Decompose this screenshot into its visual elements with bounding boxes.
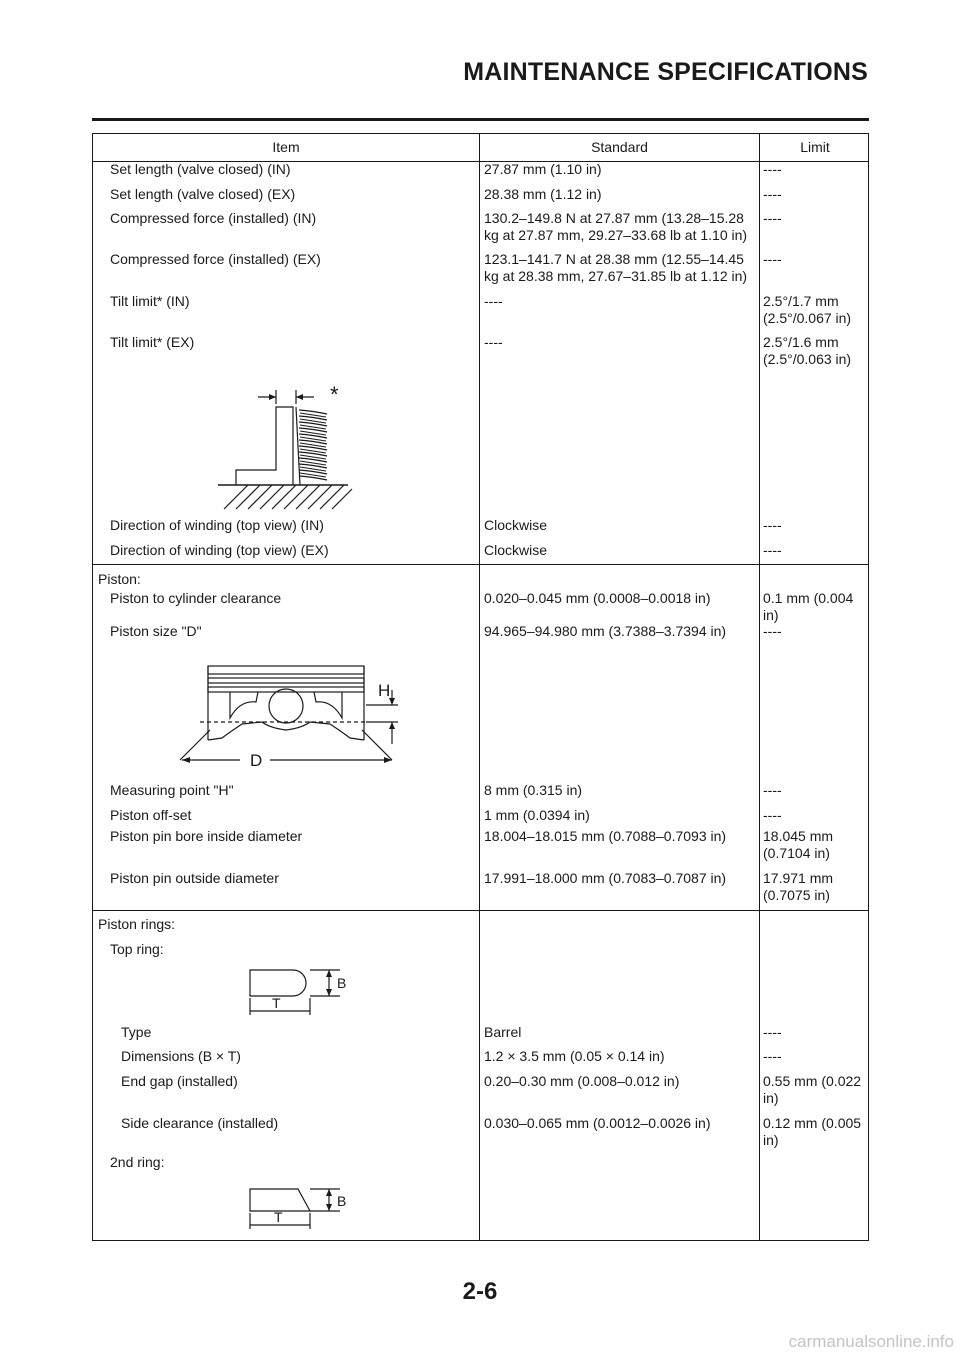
spec-standard-value: Clockwise [484,517,548,533]
column-header-item: Item [272,139,300,155]
spec-item-label: Side clearance (installed) [121,1115,279,1131]
spec-item-label: Tilt limit* (EX) [110,334,195,350]
spec-limit-value: in) [763,1132,779,1148]
spec-limit-value: 2.5°/1.7 mm [763,293,839,309]
spec-limit-value: ---- [763,186,782,202]
spring-tilt-diagram [210,380,360,512]
spec-standard-value: 17.991–18.000 mm (0.7083–0.7087 in) [484,870,727,886]
spec-limit-value: 0.55 mm (0.022 [763,1073,862,1089]
spec-item-label: Direction of winding (top view) (IN) [110,517,324,533]
spec-limit-value: 0.1 mm (0.004 [763,590,854,606]
spec-limit-value: ---- [763,161,782,177]
spec-limit-value: 0.12 mm (0.005 [763,1115,862,1131]
page-title: MAINTENANCE SPECIFICATIONS [463,58,868,86]
spec-standard-value: ---- [484,293,503,309]
column-header-standard: Standard [591,139,648,155]
label-b: B [337,975,347,991]
title-rule [92,118,869,121]
spec-standard-value: 28.38 mm (1.12 in) [484,186,602,202]
spec-standard-value: 18.004–18.015 mm (0.7088–0.7093 in) [484,828,727,844]
piston-diagram [170,660,410,772]
spec-standard-value: Barrel [484,1024,522,1040]
spec-item-label: Piston pin outside diameter [110,870,279,886]
spec-limit-value: ---- [763,1024,782,1040]
top-ring-diagram [240,963,360,1019]
spec-standard-value: 94.965–94.980 mm (3.7388–3.7394 in) [484,623,727,639]
label-t: T [274,1209,283,1225]
spec-limit-value: in) [763,1090,779,1106]
spec-limit-value: ---- [763,807,782,823]
subheading-second-ring: 2nd ring: [110,1154,165,1170]
spec-item-label: Set length (valve closed) (EX) [110,186,296,202]
spec-item-label: Measuring point "H" [110,782,234,798]
spec-standard-value: 1 mm (0.0394 in) [484,807,590,823]
label-b: B [337,1193,347,1209]
tilt-marker: * [330,382,339,407]
spec-item-label: Dimensions (B × T) [121,1048,241,1064]
spec-standard-value: 130.2–149.8 N at 27.87 mm (13.28–15.28 [484,210,744,226]
spec-standard-value: 123.1–141.7 N at 28.38 mm (12.55–14.45 [484,251,744,267]
spec-item-label: Piston size "D" [110,623,202,639]
spec-limit-value: 2.5°/1.6 mm [763,334,839,350]
column-divider [759,134,760,1240]
spec-item-label: Piston pin bore inside diameter [110,828,303,844]
spec-standard-value: 27.87 mm (1.10 in) [484,161,602,177]
spec-standard-value: 1.2 × 3.5 mm (0.05 × 0.14 in) [484,1048,665,1064]
second-ring-diagram [240,1183,360,1233]
spec-limit-value: 17.971 mm [763,870,834,886]
spec-limit-value: ---- [763,1048,782,1064]
spec-item-label: Piston off-set [110,807,192,823]
spec-standard-value: ---- [484,334,503,350]
section-heading-piston: Piston: [98,571,141,587]
spec-limit-value: in) [763,607,779,623]
watermark: carmanualsonline.info [788,1332,954,1351]
spec-item-label: Compressed force (installed) (IN) [110,210,317,226]
spec-standard-value: 0.20–0.30 mm (0.008–0.012 in) [484,1073,680,1089]
page-number: 2-6 [462,1278,498,1305]
spec-item-label: Piston to cylinder clearance [110,590,282,606]
spec-item-label: Direction of winding (top view) (EX) [110,542,329,558]
spec-standard-value: kg at 28.38 mm, 27.67–31.85 lb at 1.12 in) [484,268,748,284]
spec-limit-value: ---- [763,623,782,639]
spec-limit-value: ---- [763,517,782,533]
spec-limit-value: (0.7104 in) [763,845,830,861]
spec-item-label: End gap (installed) [121,1073,238,1089]
spec-item-label: Set length (valve closed) (IN) [110,161,291,177]
spec-limit-value: ---- [763,782,782,798]
subheading-top-ring: Top ring: [110,941,164,957]
spec-item-label: Compressed force (installed) (EX) [110,251,321,267]
spec-limit-value: 18.045 mm [763,828,834,844]
section-divider [93,910,868,911]
spec-item-label: Tilt limit* (IN) [110,293,190,309]
label-h: H [378,681,391,700]
spec-standard-value: 8 mm (0.315 in) [484,782,583,798]
spec-standard-value: 0.020–0.045 mm (0.0008–0.0018 in) [484,590,711,606]
spec-standard-value: kg at 27.87 mm, 29.27–33.68 lb at 1.10 in) [484,227,748,243]
column-divider [479,134,480,1240]
section-heading-piston-rings: Piston rings: [98,916,176,932]
spec-limit-value: ---- [763,251,782,267]
spec-limit-value: (2.5°/0.063 in) [763,351,852,367]
label-d: D [250,751,263,770]
spec-standard-value: 0.030–0.065 mm (0.0012–0.0026 in) [484,1115,711,1131]
spec-standard-value: Clockwise [484,542,548,558]
section-divider [93,564,868,565]
column-header-limit: Limit [800,139,830,155]
spec-limit-value: (0.7075 in) [763,887,830,903]
spec-limit-value: (2.5°/0.067 in) [763,310,852,326]
spec-limit-value: ---- [763,210,782,226]
spec-item-label: Type [121,1024,152,1040]
label-t: T [272,995,281,1011]
spec-limit-value: ---- [763,542,782,558]
